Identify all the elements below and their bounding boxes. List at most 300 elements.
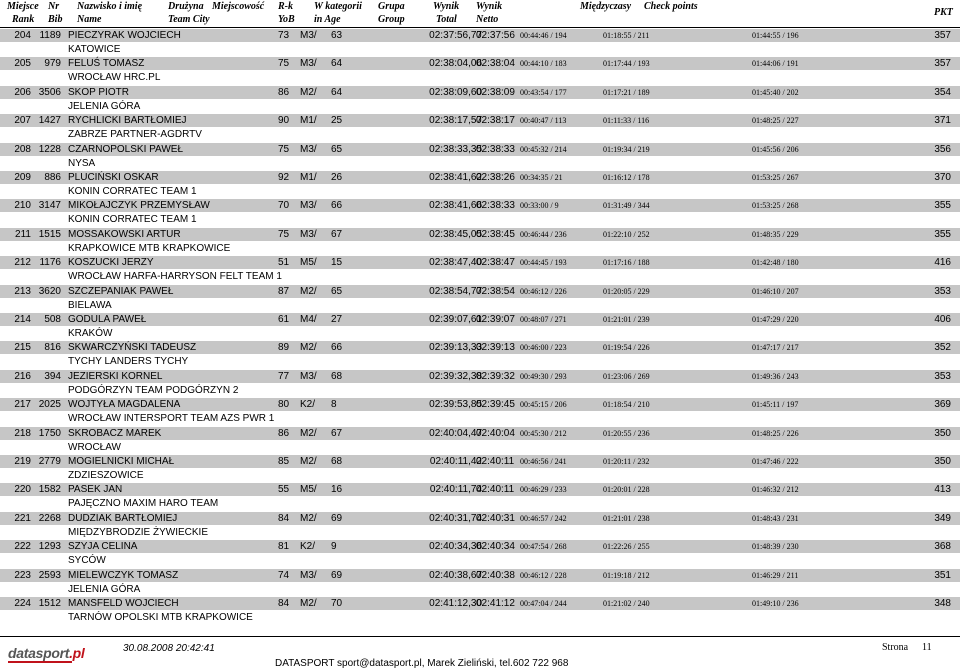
checkpoint-2-cell: 01:21:02 / 240 [603,599,650,608]
checkpoint-3-cell: 01:48:25 / 226 [752,428,799,438]
bib-cell: 394 [44,370,61,382]
checkpoint-3-cell: 01:53:25 / 267 [752,173,799,182]
checkpoint-3-cell: 01:47:29 / 220 [752,315,799,324]
yob-cell: 84 [278,512,290,524]
header-checkpoints: Check points [644,1,698,12]
netto-time-cell: 02:40:31 [476,512,515,524]
checkpoint-3-cell: 01:47:17 / 217 [752,343,799,353]
points-cell: 371 [934,115,951,127]
name-cell: SKWARCZYŃSKI TADEUSZ [68,342,197,354]
group-cell: K2/ [300,399,316,411]
yob-cell: 87 [278,285,290,297]
table-row [0,597,960,625]
checkpoint-1-cell: 00:44:10 / 183 [520,59,567,69]
table-row [0,228,960,256]
table-row [0,256,960,284]
rank-cell: 205 [14,58,31,70]
total-time-cell: 02:38:41,66 [429,200,482,212]
rank-cell: 208 [14,143,31,155]
age-cell: 70 [331,598,343,609]
netto-time-cell: 02:38:54 [476,285,515,297]
bib-cell: 816 [44,342,61,354]
checkpoint-1-cell: 00:44:46 / 194 [520,31,567,40]
checkpoint-1-cell: 00:46:56 / 241 [520,457,567,466]
points-cell: 349 [934,512,951,524]
checkpoint-2-cell: 01:21:01 / 239 [603,315,650,324]
bib-cell: 3147 [38,200,61,212]
total-time-cell: 02:40:04,47 [429,427,482,439]
name-cell: FELUŚ TOMASZ [68,58,145,70]
table-row [0,341,960,369]
team-city-cell: KONIN CORRATEC TEAM 1 [68,186,197,197]
checkpoint-3-cell: 01:48:43 / 231 [752,513,799,523]
checkpoint-1-cell: 00:46:44 / 236 [520,229,567,239]
bib-cell: 1189 [39,30,61,41]
group-cell: M3/ [300,370,317,382]
total-time-cell: 02:37:56,77 [429,30,482,41]
group-cell: M3/ [300,569,317,581]
age-cell: 9 [331,541,337,553]
yob-cell: 55 [278,484,290,496]
netto-time-cell: 02:38:04 [476,58,515,70]
checkpoint-3-cell: 01:48:25 / 227 [752,116,799,126]
checkpoint-2-cell: 01:31:49 / 344 [603,201,650,211]
points-cell: 354 [934,86,951,98]
table-row [0,86,960,114]
total-time-cell: 02:38:33,35 [429,143,482,155]
name-cell: JEZIERSKI KORNEL [68,370,163,382]
checkpoint-3-cell: 01:44:06 / 191 [752,59,799,69]
checkpoint-1-cell: 00:34:35 / 21 [520,173,563,182]
group-cell: M3/ [300,30,317,41]
bib-cell: 1176 [39,257,61,269]
points-cell: 357 [934,58,951,70]
table-header [0,0,960,27]
rank-cell: 204 [14,30,31,41]
bib-cell: 1512 [38,598,61,609]
table-row [0,199,960,227]
yob-cell: 85 [278,456,290,467]
total-time-cell: 02:40:11,74 [429,484,482,496]
rank-cell: 221 [14,512,31,524]
rank-cell: 216 [14,370,31,382]
header-nazwisko: Nazwisko i imię [77,1,143,12]
team-city-cell: ZABRZE PARTNER-AGDRTV [68,129,202,141]
team-city-cell: WROCŁAW [68,441,121,453]
header-pkt: PKT [934,7,953,18]
datasport-logo [6,644,85,664]
points-cell: 370 [934,172,951,183]
group-cell: M2/ [300,427,317,439]
name-cell: MANSFELD WOJCIECH [68,598,179,609]
group-cell: K2/ [300,541,316,553]
rank-cell: 223 [14,569,31,581]
netto-time-cell: 02:39:32 [476,370,515,382]
total-time-cell: 02:38:09,60 [429,86,482,98]
yob-cell: 80 [278,399,290,411]
team-city-cell: JELENIA GÓRA [68,583,141,595]
bib-cell: 1750 [38,427,61,439]
table-row [0,512,960,540]
print-datetime: 30.08.2008 20:42:41 [123,643,215,654]
table-row [0,483,960,511]
checkpoint-1-cell: 00:43:54 / 177 [520,87,567,97]
team-city-cell: KRAKÓW [68,328,113,339]
checkpoint-2-cell: 01:18:55 / 211 [603,31,650,40]
team-city-cell: TYCHY LANDERS TYCHY [68,356,189,368]
bib-cell: 979 [44,58,61,70]
age-cell: 67 [331,427,343,439]
yob-cell: 92 [278,172,290,183]
footer-divider [0,636,960,637]
age-cell: 64 [331,86,343,98]
netto-time-cell: 02:39:07 [476,314,515,325]
bib-cell: 1293 [38,541,61,553]
checkpoint-3-cell: 01:48:35 / 229 [752,229,799,239]
team-city-cell: WROCŁAW HRC.PL [68,72,161,84]
points-cell: 413 [934,484,951,496]
checkpoint-1-cell: 00:45:30 / 212 [520,428,567,438]
team-city-cell: TARNÓW OPOLSKI MTB KRAPKOWICE [68,612,253,623]
group-cell: M3/ [300,58,317,70]
checkpoint-1-cell: 00:33:00 / 9 [520,201,559,211]
table-row [0,370,960,398]
total-time-cell: 02:38:41,62 [429,172,482,183]
age-cell: 67 [331,228,343,240]
page-number: 11 [922,642,932,653]
name-cell: MOGIELNICKI MICHAŁ [68,456,175,467]
age-cell: 68 [331,456,343,467]
points-cell: 355 [934,200,951,212]
age-cell: 15 [331,257,343,269]
rank-cell: 214 [14,314,31,325]
yob-cell: 89 [278,342,290,354]
netto-time-cell: 02:38:26 [476,172,515,183]
checkpoint-2-cell: 01:21:01 / 238 [603,513,650,523]
name-cell: MOSSAKOWSKI ARTUR [68,228,181,240]
table-row [0,398,960,426]
rank-cell: 209 [14,172,31,183]
yob-cell: 75 [278,143,290,155]
header-inage: in Age [314,14,341,25]
group-cell: M4/ [300,314,317,325]
header-miedzyczasy: Międzyczasy [580,1,632,12]
age-cell: 68 [331,370,343,382]
yob-cell: 90 [278,115,290,127]
team-city-cell: WROCŁAW INTERSPORT TEAM AZS PWR 1 [68,413,275,425]
group-cell: M2/ [300,598,317,609]
checkpoint-3-cell: 01:48:39 / 230 [752,542,799,552]
checkpoint-1-cell: 00:47:54 / 268 [520,542,567,552]
checkpoint-1-cell: 00:45:32 / 214 [520,144,567,154]
checkpoint-3-cell: 01:53:25 / 268 [752,201,799,211]
table-row [0,540,960,568]
group-cell: M5/ [300,257,317,269]
header-wynik-netto: Wynik [476,1,503,12]
yob-cell: 73 [278,30,290,41]
total-time-cell: 02:39:32,38 [429,370,482,382]
name-cell: PASEK JAN [68,484,123,496]
bib-cell: 1228 [38,143,61,155]
bib-cell: 2593 [38,569,61,581]
netto-time-cell: 02:40:11 [476,456,515,467]
age-cell: 69 [331,569,343,581]
checkpoint-3-cell: 01:45:40 / 202 [752,87,799,97]
points-cell: 368 [934,541,951,553]
group-cell: M3/ [300,143,317,155]
header-wynik-total: Wynik [433,1,460,12]
name-cell: PIECZYRAK WOJCIECH [68,30,181,41]
checkpoint-2-cell: 01:11:33 / 116 [603,116,650,126]
bib-cell: 2268 [38,512,61,524]
netto-time-cell: 02:41:12 [476,598,515,609]
header-bib: Bib [48,14,63,25]
group-cell: M2/ [300,512,317,524]
name-cell: GODULA PAWEŁ [68,314,147,325]
group-cell: M5/ [300,484,317,496]
points-cell: 355 [934,228,951,240]
rank-cell: 206 [14,86,31,98]
yob-cell: 75 [278,228,290,240]
checkpoint-1-cell: 00:46:00 / 223 [520,343,567,353]
age-cell: 25 [331,115,343,127]
name-cell: CZARNOPOLSKI PAWEŁ [68,143,184,155]
age-cell: 27 [331,314,343,325]
age-cell: 69 [331,512,343,524]
team-city-cell: KATOWICE [68,44,121,55]
points-cell: 416 [934,257,951,269]
netto-time-cell: 02:38:33 [476,200,515,212]
name-cell: SKOP PIOTR [68,86,129,98]
logo-underline [8,661,72,663]
age-cell: 64 [331,58,343,70]
table-row [0,171,960,199]
rank-cell: 217 [14,399,31,411]
checkpoint-2-cell: 01:20:05 / 229 [603,286,650,296]
header-yob: YoB [278,14,295,25]
yob-cell: 70 [278,200,290,212]
netto-time-cell: 02:37:56 [476,30,515,41]
rank-cell: 220 [14,484,31,496]
group-cell: M3/ [300,200,317,212]
header-divider [0,27,960,28]
checkpoint-2-cell: 01:22:26 / 255 [603,542,650,552]
checkpoint-2-cell: 01:17:44 / 193 [603,59,650,69]
group-cell: M2/ [300,86,317,98]
checkpoint-3-cell: 01:45:11 / 197 [752,400,799,410]
checkpoint-2-cell: 01:22:10 / 252 [603,229,650,239]
checkpoint-3-cell: 01:46:32 / 212 [752,485,799,495]
name-cell: MIKOŁAJCZYK PRZEMYSŁAW [68,200,210,212]
points-cell: 357 [934,30,951,41]
checkpoint-3-cell: 01:44:55 / 196 [752,31,799,40]
rank-cell: 212 [14,257,31,269]
checkpoint-3-cell: 01:49:36 / 243 [752,371,799,381]
checkpoint-3-cell: 01:45:56 / 206 [752,144,799,154]
checkpoint-2-cell: 01:19:34 / 219 [603,144,650,154]
netto-time-cell: 02:38:45 [476,228,515,240]
page-label: Strona [882,642,909,653]
age-cell: 65 [331,143,343,155]
age-cell: 66 [331,342,343,354]
netto-time-cell: 02:40:11 [476,484,515,496]
checkpoint-1-cell: 00:46:12 / 228 [520,570,567,580]
logo-tld: .pl [69,645,85,661]
total-time-cell: 02:40:34,36 [429,541,482,553]
age-cell: 66 [331,200,343,212]
yob-cell: 84 [278,598,290,609]
bib-cell: 2779 [38,456,61,467]
points-cell: 352 [934,342,951,354]
team-city-cell: BIELAWA [68,299,112,311]
bib-cell: 1582 [38,484,61,496]
checkpoint-2-cell: 01:23:06 / 269 [603,371,650,381]
header-nr: Nr [48,1,60,12]
total-time-cell: 02:38:45,05 [429,228,482,240]
age-cell: 8 [331,399,337,411]
checkpoint-2-cell: 01:19:54 / 226 [603,343,650,353]
rank-cell: 222 [14,541,31,553]
yob-cell: 77 [278,370,290,382]
name-cell: SKROBACZ MAREK [68,427,162,439]
name-cell: PLUCIŃSKI OSKAR [68,172,159,183]
netto-time-cell: 02:38:33 [476,143,515,155]
bib-cell: 2025 [38,399,61,411]
netto-time-cell: 02:40:38 [476,569,515,581]
age-cell: 65 [331,285,343,297]
netto-time-cell: 02:39:13 [476,342,515,354]
rank-cell: 211 [15,228,31,240]
rank-cell: 219 [14,456,31,467]
age-cell: 63 [331,30,343,41]
yob-cell: 86 [278,427,290,439]
total-time-cell: 02:38:54,77 [429,285,482,297]
header-miejsce: Miejsce [7,1,39,12]
group-cell: M3/ [300,228,317,240]
checkpoint-3-cell: 01:46:29 / 211 [752,570,799,580]
total-time-cell: 02:38:47,40 [429,257,482,269]
yob-cell: 75 [278,58,290,70]
total-time-cell: 02:41:12,30 [429,598,482,609]
checkpoint-1-cell: 00:46:29 / 233 [520,485,567,495]
netto-time-cell: 02:39:45 [476,399,515,411]
checkpoint-2-cell: 01:17:16 / 188 [603,258,650,268]
netto-time-cell: 02:38:09 [476,86,515,98]
name-cell: RYCHLICKI BARTŁOMIEJ [68,115,187,127]
yob-cell: 51 [278,257,290,269]
rank-cell: 224 [14,598,31,609]
checkpoint-2-cell: 01:16:12 / 178 [603,173,650,182]
checkpoint-1-cell: 00:47:04 / 244 [520,599,567,608]
checkpoint-1-cell: 00:46:12 / 226 [520,286,567,296]
total-time-cell: 02:39:53,85 [429,399,482,411]
header-name: Name [77,14,102,25]
netto-time-cell: 02:40:34 [476,541,515,553]
checkpoint-2-cell: 01:18:54 / 210 [603,400,650,410]
checkpoint-2-cell: 01:20:55 / 236 [603,428,650,438]
name-cell: KOSZUCKI JERZY [68,257,154,269]
total-time-cell: 02:39:13,33 [429,342,482,354]
checkpoint-1-cell: 00:49:30 / 293 [520,371,567,381]
footer-contact: DATASPORT sport@datasport.pl, Marek Zieliński, tel.602 722 968 [275,658,569,669]
table-row [0,29,960,57]
name-cell: WOJTYŁA MAGDALENA [68,399,181,411]
yob-cell: 86 [278,86,290,98]
team-city-cell: MIĘDZYBRODZIE ŻYWIECKIE [68,526,209,538]
age-cell: 16 [331,484,343,496]
bib-cell: 3620 [38,285,61,297]
table-row [0,455,960,483]
points-cell: 353 [934,370,951,382]
group-cell: M2/ [300,342,317,354]
total-time-cell: 02:40:11,42 [429,456,482,467]
logo-text: datasport [8,645,70,661]
group-cell: M2/ [300,285,317,297]
bib-cell: 508 [44,314,61,325]
checkpoint-1-cell: 00:40:47 / 113 [520,116,567,126]
header-total: Total [436,14,457,25]
header-rank: Rank [12,14,35,25]
age-cell: 26 [331,172,343,183]
points-cell: 406 [934,314,951,325]
points-cell: 369 [934,399,951,411]
team-city-cell: NYSA [68,157,96,169]
bib-cell: 3506 [38,86,61,98]
team-city-cell: ZDZIESZOWICE [68,470,144,481]
table-row [0,285,960,313]
name-cell: SZCZEPANIAK PAWEŁ [68,285,174,297]
checkpoint-1-cell: 00:44:45 / 193 [520,258,567,268]
bib-cell: 1427 [38,115,61,127]
group-cell: M2/ [300,456,317,467]
table-row [0,569,960,597]
header-grupa: Grupa [378,1,405,12]
checkpoint-2-cell: 01:20:01 / 228 [603,485,650,495]
bib-cell: 1515 [38,228,61,240]
header-team-city: Team City [168,14,210,25]
netto-time-cell: 02:38:47 [476,257,515,269]
checkpoint-1-cell: 00:48:07 / 271 [520,315,567,324]
team-city-cell: KONIN CORRATEC TEAM 1 [68,214,197,226]
netto-time-cell: 02:40:04 [476,427,515,439]
checkpoint-3-cell: 01:49:10 / 236 [752,599,799,608]
header-group: Group [378,14,405,25]
table-row [0,313,960,341]
table-row [0,143,960,171]
netto-time-cell: 02:38:17 [476,115,515,127]
group-cell: M1/ [300,172,317,183]
total-time-cell: 02:39:07,61 [429,314,482,325]
checkpoint-3-cell: 01:47:46 / 222 [752,457,799,466]
yob-cell: 81 [278,541,290,553]
points-cell: 351 [934,569,951,581]
yob-cell: 61 [278,314,290,325]
table-row [0,114,960,142]
header-miejscowosc: Miejscowość [212,1,265,12]
bib-cell: 886 [44,172,61,183]
rank-cell: 210 [14,200,31,212]
team-city-cell: PAJĘCZNO MAXIM HARO TEAM [68,498,219,510]
total-time-cell: 02:38:17,57 [429,115,482,127]
name-cell: MIELEWCZYK TOMASZ [68,569,179,581]
total-time-cell: 02:38:04,06 [429,58,482,70]
table-row [0,57,960,85]
total-time-cell: 02:40:31,74 [429,512,482,524]
checkpoint-2-cell: 01:17:21 / 189 [603,87,650,97]
header-netto: Netto [476,14,499,25]
team-city-cell: SYCÓW [68,555,106,567]
yob-cell: 74 [278,569,290,581]
